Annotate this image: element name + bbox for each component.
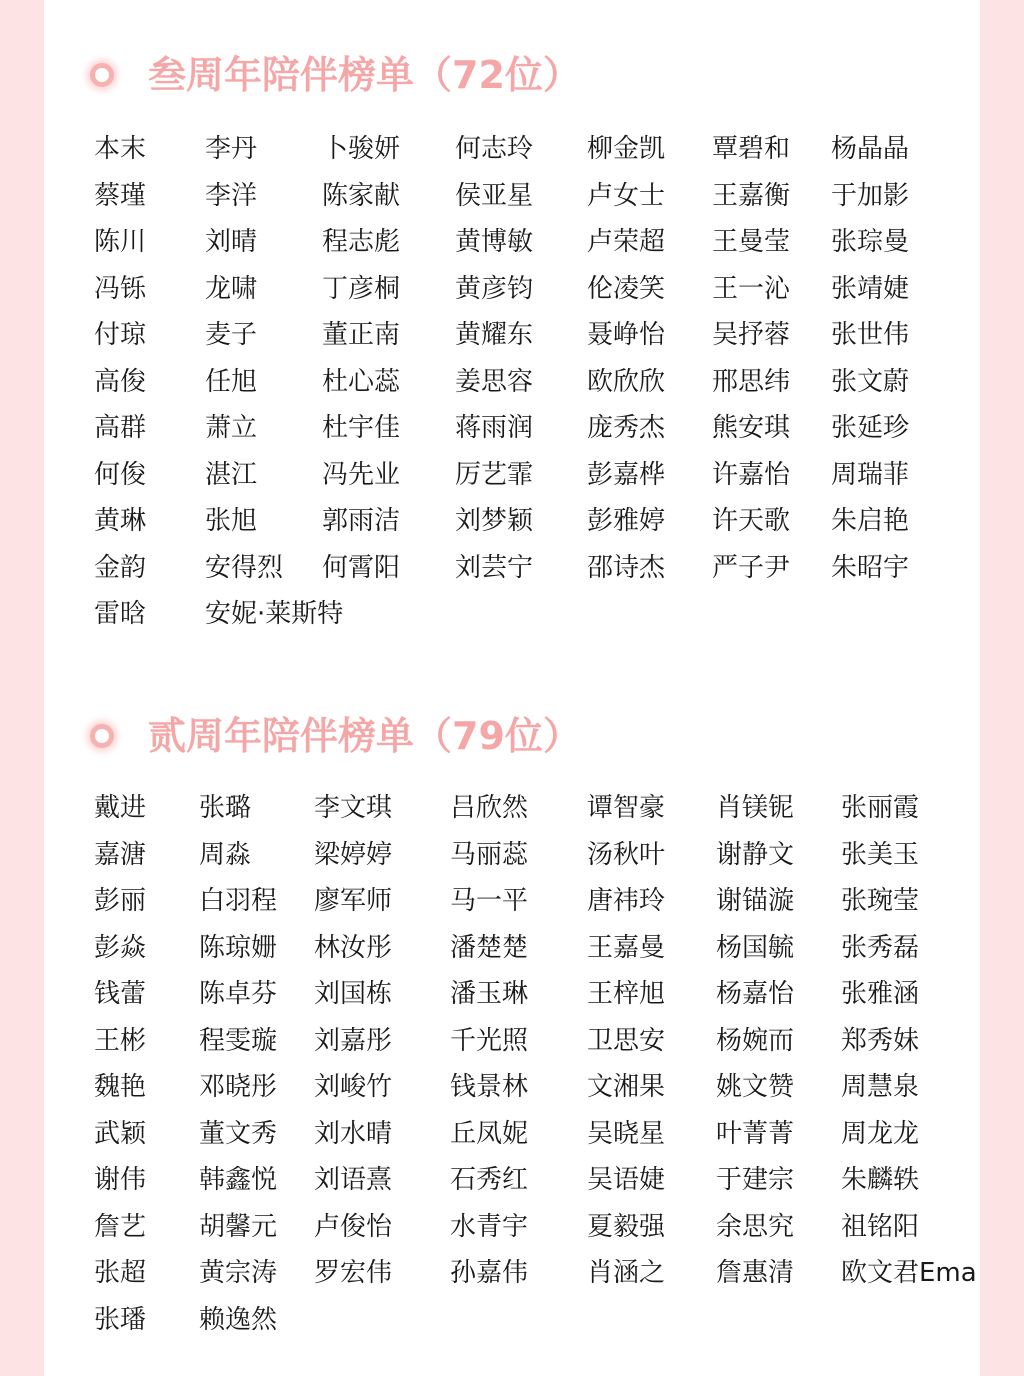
name-entry: 王一沁 [712,273,791,304]
name-entry: 本末 [94,134,147,164]
name-entry: 张美玉 [841,839,920,870]
name-entry: 严子尹 [712,552,791,583]
name-entry: 刘晴 [205,227,258,257]
name-entry: 姚文赞 [716,1072,795,1102]
name-entry: 高群 [94,413,147,443]
name-entry: 郑秀妹 [841,1025,920,1056]
name-entry: 罗宏伟 [314,1258,393,1288]
name-entry: 陈家献 [322,180,401,211]
name-entry: 于建宗 [716,1165,795,1195]
name-entry: 钱景林 [450,1072,529,1102]
name-entry: 王嘉衡 [712,180,791,211]
name-entry: 林汝彤 [314,932,393,963]
name-entry: 侯亚星 [455,180,534,211]
name-entry: 庞秀杰 [587,413,666,443]
name-entry: 欧欣欣 [587,366,666,397]
name-entry: 柳金凯 [587,134,666,164]
name-entry: 汤秋叶 [587,839,666,870]
name-entry: 何志玲 [455,134,534,164]
name-entry: 卢荣超 [587,227,666,257]
name-entry: 廖军师 [314,886,393,916]
name-entry: 马丽蕊 [450,839,529,870]
name-entry: 张琮曼 [831,227,910,257]
name-entry: 丁彦桐 [322,273,401,304]
name-entry: 金韵 [94,552,147,583]
name-entry: 蔡瑾 [94,180,147,211]
name-entry: 叶菁菁 [716,1118,795,1149]
name-entry: 卢女士 [587,180,666,211]
name-entry: 刘国栋 [314,979,393,1009]
name-entry: 吴语婕 [587,1165,666,1195]
name-entry: 吕欣然 [450,793,529,823]
name-entry: 丘凤妮 [450,1118,529,1149]
name-entry: 朱麟轶 [841,1165,920,1195]
section-title-text: 贰周年陪伴榜单（79位） [148,714,581,758]
name-entry: 聂峥怡 [587,320,666,350]
name-entry: 肖镁铌 [716,793,795,823]
name-entry: 黄博敏 [455,227,534,257]
name-entry: 肖涵之 [587,1258,666,1288]
name-entry: 谢锚漩 [716,886,795,916]
name-entry: 赖逸然 [199,1304,278,1335]
name-entry: 冯先业 [322,459,401,490]
name-entry: 邢思纬 [712,366,791,397]
name-entry: 潘楚楚 [450,932,529,963]
name-entry: 熊安琪 [712,413,791,443]
name-entry: 千光照 [450,1025,529,1056]
name-entry: 周慧泉 [841,1072,920,1102]
name-entry: 余思究 [716,1211,795,1242]
name-entry: 张琬莹 [841,886,920,916]
name-entry: 张靖婕 [831,273,910,304]
name-entry: 卢俊怡 [314,1211,393,1242]
name-entry: 戴进 [94,793,147,823]
name-entry: 詹艺 [94,1211,147,1242]
name-entry: 何霄阳 [322,552,401,583]
name-entry: 张丽霞 [841,793,920,823]
name-entry: 麦子 [205,320,258,350]
section-title-text: 叁周年陪伴榜单（72位） [148,53,581,97]
name-entry: 彭焱 [94,932,147,963]
name-entry: 祖铭阳 [841,1211,920,1242]
name-entry: 彭嘉桦 [587,459,666,490]
name-entry: 张秀磊 [841,932,920,963]
name-entry: 潘玉琳 [450,979,529,1009]
name-entry: 杨晶晶 [831,134,910,164]
name-entry: 张雅涵 [841,979,920,1009]
name-entry: 何俊 [94,459,147,490]
name-entry: 梁婷婷 [314,839,393,870]
name-entry: 湛江 [205,459,258,490]
name-entry: 詹惠清 [716,1258,795,1288]
name-entry: 付琼 [94,320,147,350]
name-entry: 杨婉而 [716,1025,795,1056]
name-entry: 萧立 [205,413,258,443]
name-entry: 董正南 [322,320,401,350]
name-entry: 唐祎玲 [587,886,666,916]
name-entry: 姜思容 [455,366,534,397]
name-entry: 黄耀东 [455,320,534,350]
name-entry: 郭雨洁 [322,506,401,536]
name-entry: 王曼莹 [712,227,791,257]
name-entry: 谢伟 [94,1165,147,1195]
name-entry: 于加影 [831,180,910,211]
name-entry: 任旭 [205,366,258,397]
name-entry: 李洋 [205,180,258,211]
name-entry: 邓晓彤 [199,1072,278,1102]
name-entry: 马一平 [450,886,529,916]
name-entry: 张璐 [199,793,252,823]
name-entry: 水青宇 [450,1211,529,1242]
name-entry: 李丹 [205,134,258,164]
name-entry: 吴抒蓉 [712,320,791,350]
name-entry: 蒋雨润 [455,413,534,443]
name-entry: 吴晓星 [587,1118,666,1149]
name-entry: 黄宗涛 [199,1258,278,1288]
name-entry: 刘水晴 [314,1118,393,1149]
name-entry: 伦凌笑 [587,273,666,304]
name-entry: 张超 [94,1258,147,1288]
name-entry: 彭丽 [94,886,147,916]
name-entry: 谭智豪 [587,793,666,823]
name-entry: 钱蕾 [94,979,147,1009]
name-entry: 卜骏妍 [322,134,401,164]
name-entry: 刘芸宁 [455,552,534,583]
name-entry: 邵诗杰 [587,552,666,583]
name-entry: 冯铄 [94,273,147,304]
name-entry: 刘语熹 [314,1165,393,1195]
name-entry: 杜宇佳 [322,413,401,443]
name-entry: 白羽程 [199,886,278,916]
name-entry: 周淼 [199,839,252,870]
name-entry: 高俊 [94,366,147,397]
name-entry: 陈琼姗 [199,932,278,963]
circle-bullet-icon [90,63,114,87]
name-entry: 杨国毓 [716,932,795,963]
name-entry: 陈川 [94,227,147,257]
name-entry: 张文蔚 [831,366,910,397]
name-entry: 文湘果 [587,1072,666,1102]
name-entry: 程志彪 [322,227,401,257]
name-entry: 厉艺霏 [455,459,534,490]
name-entry: 杜心蕊 [322,366,401,397]
name-entry: 程雯璇 [199,1025,278,1056]
name-entry: 夏毅强 [587,1211,666,1242]
name-entry: 雷晗 [94,599,147,629]
name-entry: 张旭 [205,506,258,536]
name-entry: 朱启艳 [831,506,910,536]
name-entry: 欧文君Ema [841,1258,977,1288]
name-entry: 陈卓芬 [199,979,278,1009]
name-entry: 谢静文 [716,839,795,870]
name-entry: 武颖 [94,1118,147,1149]
name-entry: 周瑞菲 [831,459,910,490]
name-entry: 彭雅婷 [587,506,666,536]
name-entry: 韩鑫悦 [199,1165,278,1195]
name-entry: 黄琳 [94,506,147,536]
name-entry: 安得烈 [205,552,284,583]
name-entry: 石秀红 [450,1165,529,1195]
name-entry: 黄彦钧 [455,273,534,304]
name-entry: 龙啸 [205,273,258,304]
name-entry: 刘嘉彤 [314,1025,393,1056]
name-entry: 魏艳 [94,1072,147,1102]
name-entry: 张延珍 [831,413,910,443]
circle-bullet-icon [90,724,114,748]
name-entry: 许嘉怡 [712,459,791,490]
name-entry: 卫思安 [587,1025,666,1056]
name-entry: 王嘉曼 [587,932,666,963]
name-entry: 董文秀 [199,1118,278,1149]
name-entry: 周龙龙 [841,1118,920,1149]
name-entry: 王彬 [94,1025,147,1056]
name-entry: 张璠 [94,1304,147,1335]
name-entry: 嘉溏 [94,839,147,870]
name-entry: 朱昭宇 [831,552,910,583]
name-entry: 刘峻竹 [314,1072,393,1102]
name-entry: 刘梦颖 [455,506,534,536]
name-entry: 李文琪 [314,793,393,823]
name-entry: 胡馨元 [199,1211,278,1242]
name-entry: 安妮·莱斯特 [205,599,344,629]
name-entry: 覃碧和 [712,134,791,164]
name-entry: 王梓旭 [587,979,666,1009]
name-entry: 孙嘉伟 [450,1258,529,1288]
name-entry: 杨嘉怡 [716,979,795,1009]
name-entry: 张世伟 [831,320,910,350]
name-entry: 许天歌 [712,506,791,536]
